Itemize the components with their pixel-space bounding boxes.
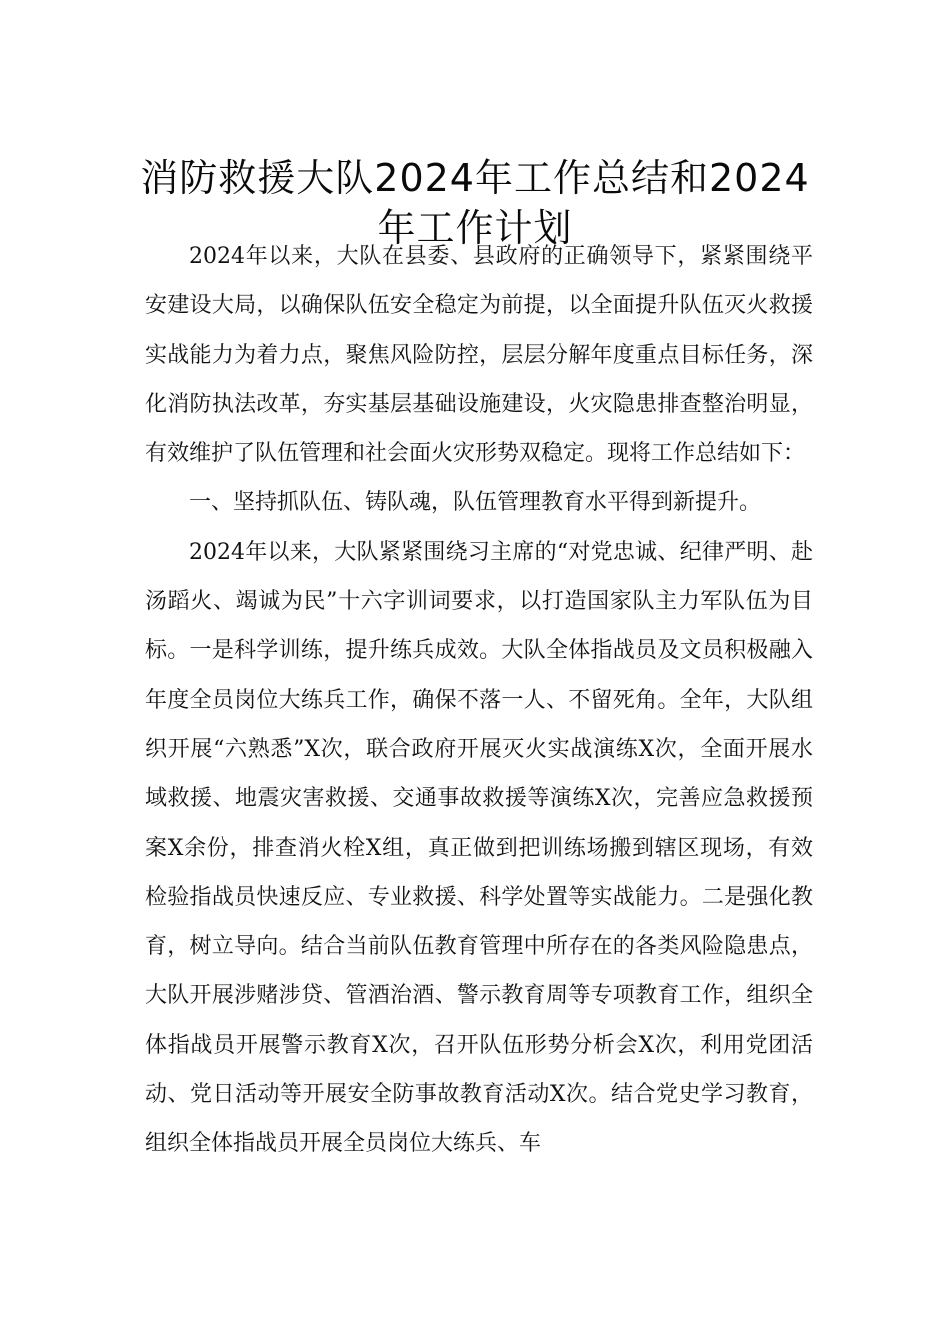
section-1-paragraph: 2024年以来，大队紧紧围绕习主席的“对党忠诚、纪律严明、赴汤蹈火、竭诚为民”十六字训词要求，以打造国家队主力军队伍为目标。一是科学训练，提升练兵成效。大队全体指战员及文员积极融入年度全员岗位大练兵工作，确保不落一人、不留死角。全年，大队组织开展“六熟悉”X次，联合政府开展灭火实战演练X次，全面开展水域救援、地震灾害救援、交通事故救援等演练X次，完善应急救援预案X余份，排查消火栓X组，真正做到把训练场搬到辖区现场，有效检验指战员快速反应、专业救援、科学处置等实战能力。二是强化教育，树立导向。结合当前队伍教育管理中所存在的各类风险隐患点，大队开展涉赌涉贷、管酒治酒、警示教育周等专项教育工作，组织全体指战员开展警示教育X次，召开队伍形势分析会X次，利用党团活动、党日活动等开展安全防事故教育活动X次。结合党史学习教育，组织全体指战员开展全员岗位大练兵、车 xyxy=(145,539,813,1157)
intro-paragraph: 2024年以来，大队在县委、县政府的正确领导下，紧紧围绕平安建设大局，以确保队伍安全稳定为前提，以全面提升队伍灭火救援实战能力为着力点，聚焦风险防控，层层分解年度重点目标任务，深化消防执法改革，夯实基层基础设施建设，火灾隐患排查整治明显，有效维护了队伍管理和社会面火灾形势双稳定。现将工作总结如下： xyxy=(145,244,813,467)
document-body xyxy=(145,232,813,1169)
section-heading-1: 一、坚持抓队伍、铸队魂，队伍管理教育水平得到新提升。 xyxy=(189,490,762,516)
document-title: 消防救援大队2024年工作总结和2024年工作计划 xyxy=(140,156,810,251)
